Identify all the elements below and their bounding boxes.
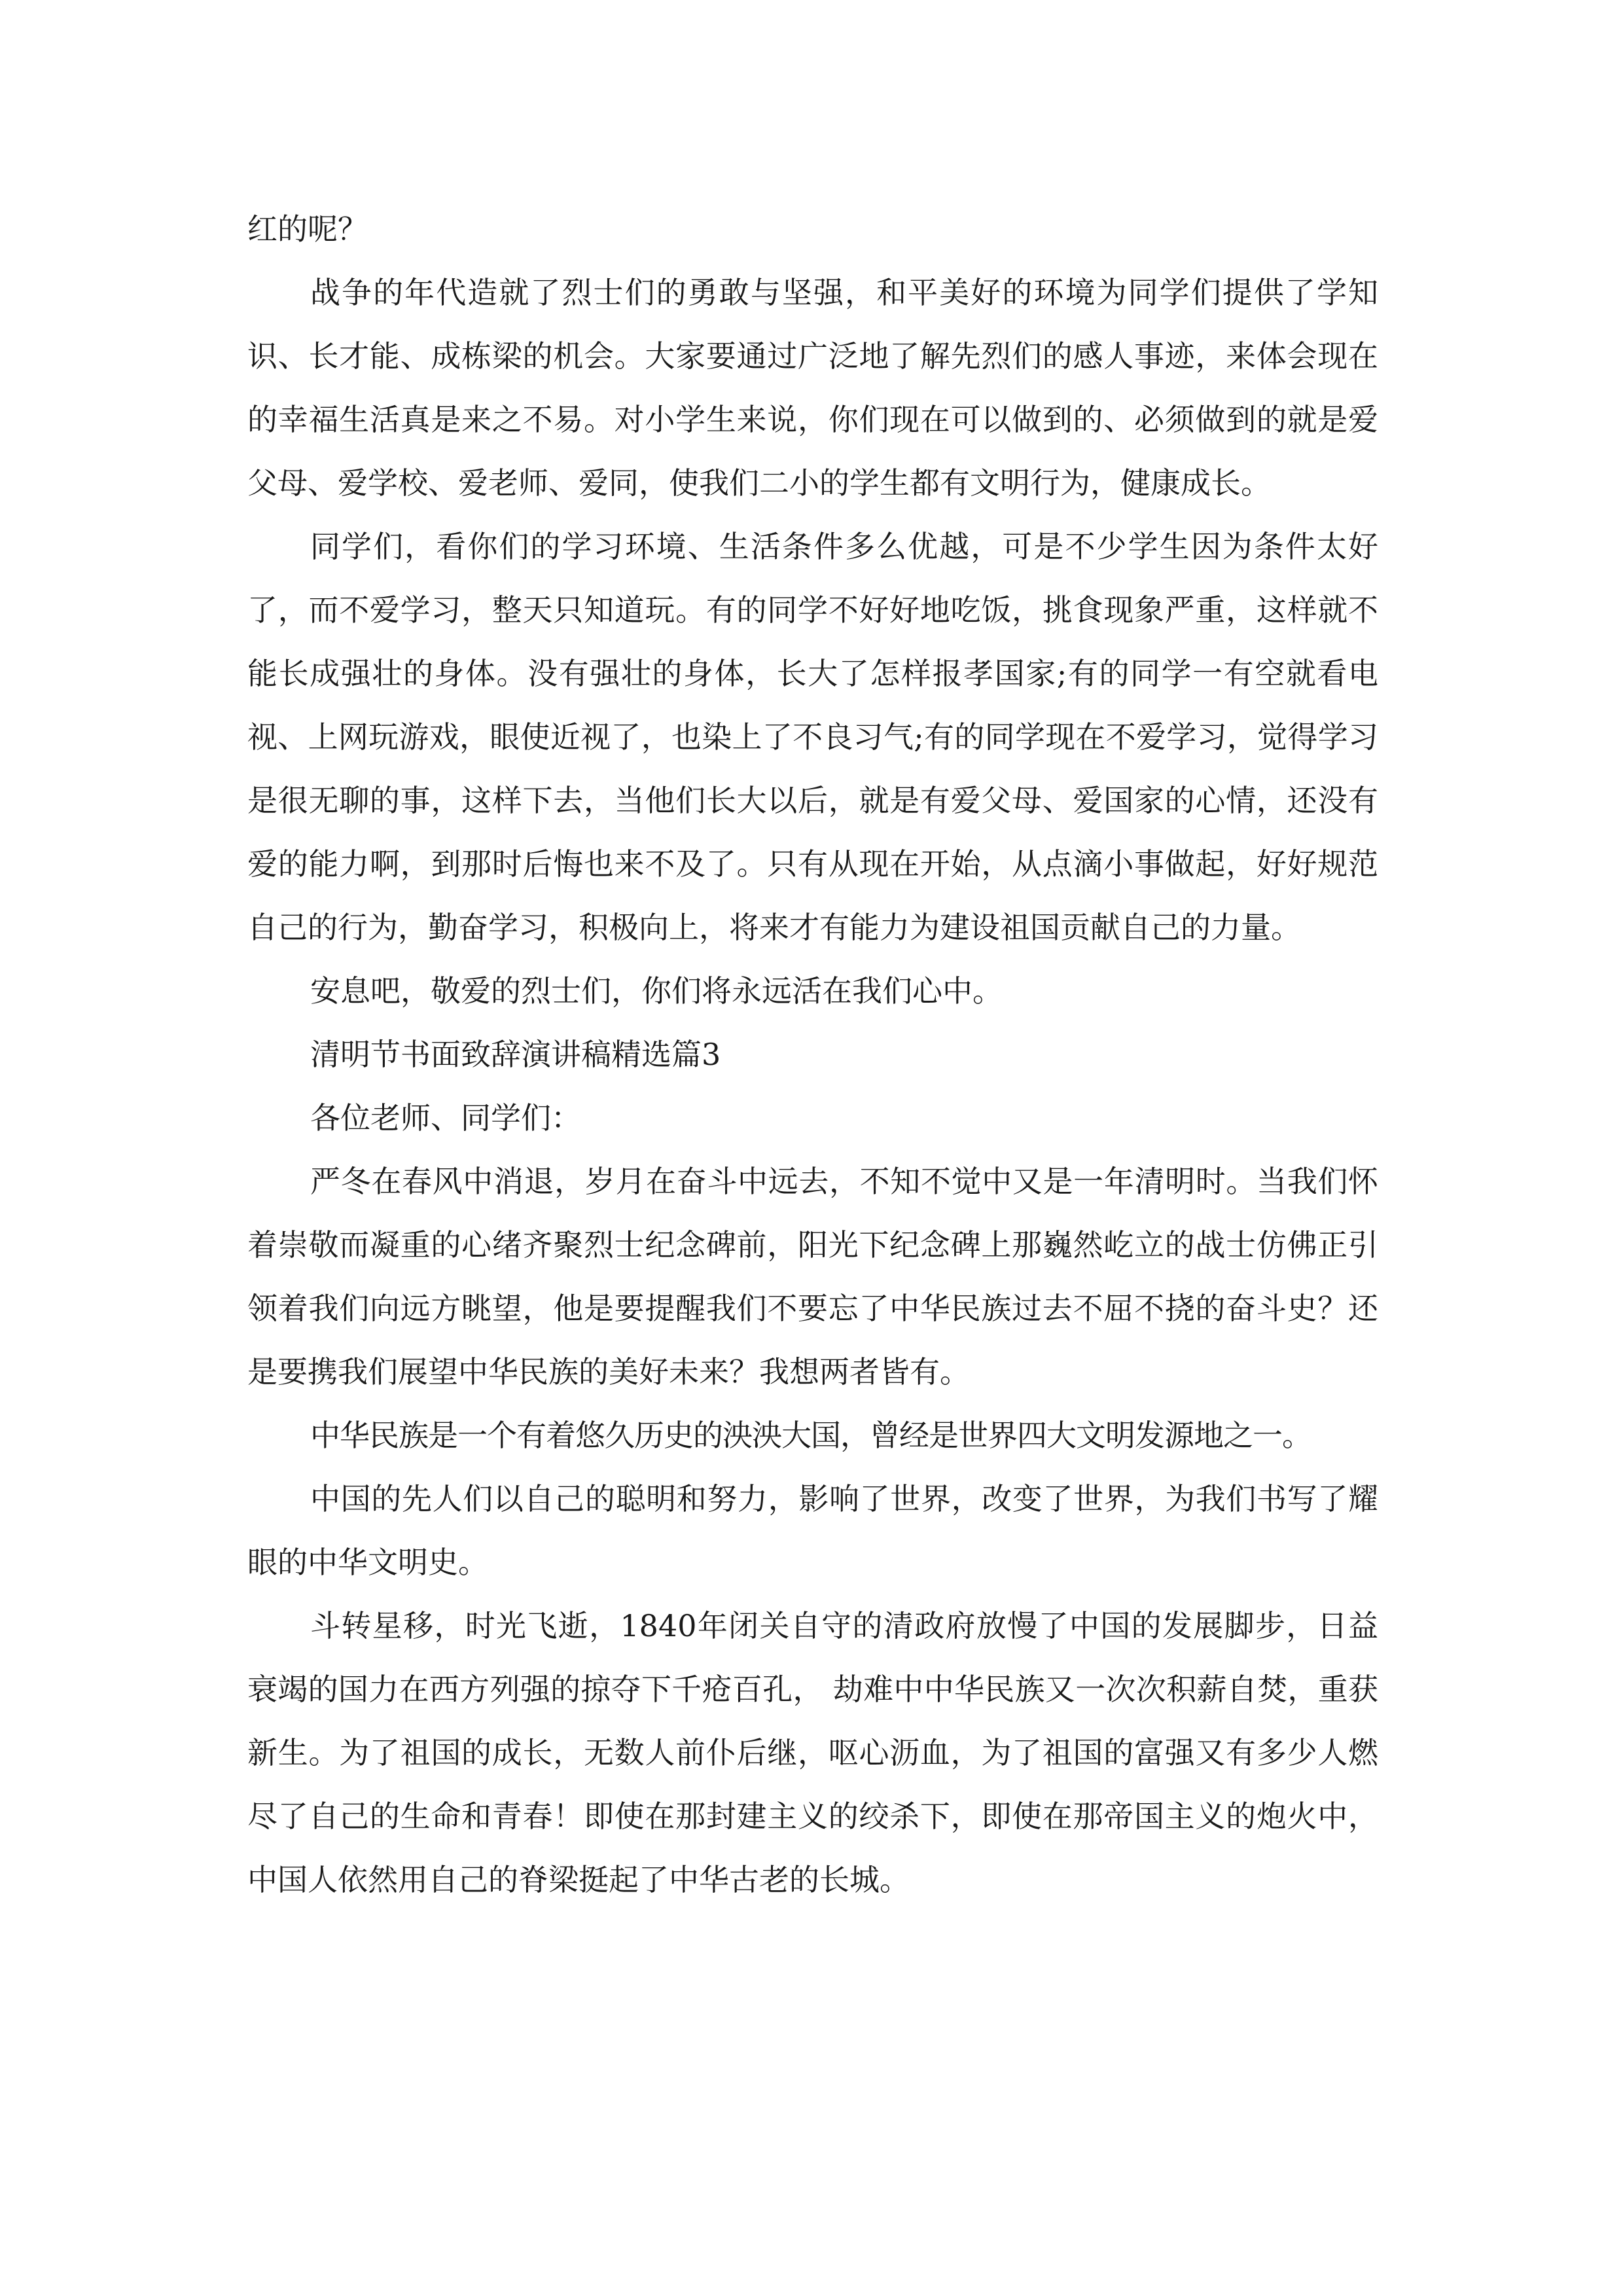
paragraph-3: 同学们，看你们的学习环境、生活条件多么优越，可是不少学生因为条件太好了，而不爱学习，整天只知道玩。有的同学不好好地吃饭，挑食现象严重，这样就不能长成强壮的身体。没有强壮的身体，长大了怎样报孝国家;有的同学一有空就看电视、上网玩游戏，眼使近视了，也染上了不良习气;有的同学现在不爱学习，觉得学习是很无聊的事，这样下去，当他们长大以后，就是有爱父母、爱国家的心情，还没有爱的能力啊，到那时后悔也来不及了。只有从现在开始，从点滴小事做起，好好规范自己的行为，勤奋学习，积极向上，将来才有能力为建设祖国贡献自己的力量。 <box>247 529 1378 945</box>
paragraph-8: 中华民族是一个有着悠久历史的泱泱大国，曾经是世界四大文明发源地之一。 <box>310 1418 1311 1453</box>
section-heading: 清明节书面致辞演讲稿精选篇3 <box>310 1037 721 1072</box>
paragraph-4: 安息吧，敬爱的烈士们，你们将永远活在我们心中。 <box>310 973 1003 1009</box>
paragraph-9: 中国的先人们以自己的聪明和努力，影响了世界，改变了世界，为我们书写了耀眼的中华文明史。 <box>247 1481 1378 1580</box>
paragraph-1: 红的呢？ <box>247 211 368 247</box>
paragraph-10: 斗转星移，时光飞逝，1840年闭关自守的清政府放慢了中国的发展脚步，日益衰竭的国力在西方列强的掠夺下千疮百孔， 劫难中中华民族又一次次积薪自焚，重获新生。为了祖国的成长，无数人前仆后继，呕心沥血，为了祖国的富强又有多少人燃尽了自己的生命和青春！即使在那封建主义的绞杀下，即使在那帝国主义的炮火中，中国人依然用自己的脊梁挺起了中华古老的长城。 <box>247 1608 1378 1897</box>
document-body <box>247 198 1378 1912</box>
paragraph-2: 战争的年代造就了烈士们的勇敢与坚强，和平美好的环境为同学们提供了学知识、长才能、成栋梁的机会。大家要通过广泛地了解先烈们的感人事迹，来体会现在的幸福生活真是来之不易。对小学生来说，你们现在可以做到的、必须做到的就是爱父母、爱学校、爱老师、爱同，使我们二小的学生都有文明行为，健康成长。 <box>247 275 1378 501</box>
paragraph-7: 严冬在春风中消退，岁月在奋斗中远去，不知不觉中又是一年清明时。当我们怀着崇敬而凝重的心绪齐聚烈士纪念碑前，阳光下纪念碑上那巍然屹立的战士仿佛正引领着我们向远方眺望，他是要提醒我们不要忘了中华民族过去不屈不挠的奋斗史？还是要携我们展望中华民族的美好未来？我想两者皆有。 <box>247 1164 1378 1390</box>
salutation: 各位老师、同学们： <box>310 1100 581 1136</box>
